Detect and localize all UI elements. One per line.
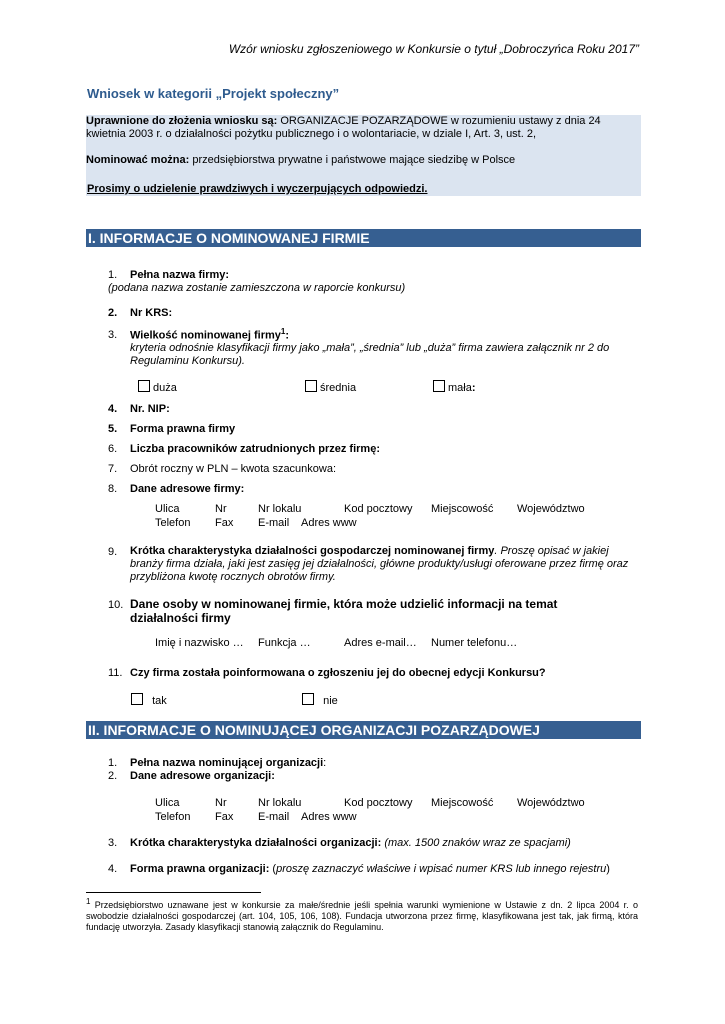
item-number: 10. xyxy=(108,599,124,611)
business-description-note-3: przybliżona kwotę rocznych obrotów firmy. xyxy=(130,571,336,583)
krs-label: Nr KRS: xyxy=(130,307,173,319)
nip-label: Nr. NIP: xyxy=(130,403,170,415)
item-number: 3. xyxy=(108,837,118,849)
contact-fax: Fax xyxy=(215,517,234,529)
section-1-heading: I. INFORMACJE O NOMINOWANEJ FIRMIE xyxy=(86,229,641,247)
business-description-note-2: branży firma działa, jaki jest zasięg jej działalności, główne produkty/usługi oferowane przez firmę oraz xyxy=(130,558,629,570)
business-description-label: Krótka charakterystyka działalności gospodarczej nominowanej firmy xyxy=(130,545,495,557)
turnover-label: Obrót roczny w PLN – kwota szacunkowa: xyxy=(130,463,337,475)
addr-unit: Nr lokalu xyxy=(258,797,302,809)
contact-phone: Telefon xyxy=(155,517,191,529)
eligibility-box xyxy=(86,115,641,142)
checkbox[interactable] xyxy=(433,380,445,392)
checkbox[interactable] xyxy=(138,380,150,392)
company-name-label: Pełna nazwa firmy: xyxy=(130,269,230,281)
item-number: 4. xyxy=(108,863,118,875)
addr-postcode: Kod pocztowy xyxy=(344,503,413,515)
item-number: 7. xyxy=(108,463,118,475)
eligible-text-2: kwietnia 2003 r. o działalności pożytku publicznego i o wolontariacie, w dziale I, Art. 3, ust. 2, xyxy=(86,128,537,140)
addr-province: Województwo xyxy=(517,503,585,515)
checkbox[interactable] xyxy=(302,693,314,705)
org-legal-form-note: proszę zaznaczyć właściwe i wpisać numer KRS lub innego rejestru xyxy=(276,863,607,875)
item-number: 6. xyxy=(108,443,118,455)
company-size-text: Wielkość nominowanej firmy xyxy=(130,329,281,342)
contact-phone: Telefon xyxy=(155,811,191,823)
person-email: Adres e-mail… xyxy=(344,637,417,649)
company-size-label xyxy=(130,327,289,342)
category-title: Wniosek w kategorii „Projekt społeczny” xyxy=(87,86,340,101)
option-label: nie xyxy=(323,695,338,707)
contact-email: E-mail xyxy=(258,811,290,823)
option-label: średnia xyxy=(320,382,357,394)
org-description-label: Krótka charakterystyka działalności organizacji: xyxy=(130,837,382,849)
addr-postcode: Kod pocztowy xyxy=(344,797,413,809)
option-label: tak xyxy=(152,695,167,707)
person-function: Funkcja … xyxy=(258,637,311,649)
nominate-text: przedsiębiorstwa prywatne i państwowe mające siedzibę w Polsce xyxy=(189,154,516,166)
item-number: 11. xyxy=(108,667,123,679)
footnote-number: 1 xyxy=(86,897,91,906)
org-legal-form-label: Forma prawna organizacji: xyxy=(130,863,270,875)
addr-number: Nr xyxy=(215,503,227,515)
org-description-note: (max. 1500 znaków wraz ze spacjami) xyxy=(381,837,571,849)
footnote xyxy=(86,896,638,933)
employees-label: Liczba pracowników zatrudnionych przez firmę: xyxy=(130,443,380,455)
contact-www: Adres www xyxy=(301,811,357,823)
addr-province: Województwo xyxy=(517,797,585,809)
business-description-note: . Proszę opisać w jakiej xyxy=(494,545,609,557)
item-number: 8. xyxy=(108,483,118,495)
addr-city: Miejscowość xyxy=(431,503,494,515)
business-description xyxy=(130,545,609,557)
contact-person-label: Dane osoby w nominowanej firmie, która może udzielić informacji na temat xyxy=(130,597,558,611)
colon: : xyxy=(285,329,290,342)
addr-number: Nr xyxy=(215,797,227,809)
item-number: 9. xyxy=(108,546,118,558)
org-name-label: Pełna nazwa nominującej organizacji xyxy=(130,757,324,769)
addr-city: Miejscowość xyxy=(431,797,494,809)
contact-www: Adres www xyxy=(301,517,357,529)
legal-form-label: Forma prawna firmy xyxy=(130,423,236,435)
eligible-label: Uprawnione do złożenia wniosku są: xyxy=(86,115,278,127)
option-srednia[interactable] xyxy=(305,380,356,394)
option-label: mała xyxy=(448,382,472,394)
contact-email: E-mail xyxy=(258,517,290,529)
eligible-text: ORGANIZACJE POZARZĄDOWE w rozumieniu ustawy z dnia 24 xyxy=(277,115,601,127)
checkbox[interactable] xyxy=(131,693,143,705)
option-mala[interactable] xyxy=(433,380,476,394)
request-note: Prosimy o udzielenie prawdziwych i wyczerpujących odpowiedzi. xyxy=(87,183,428,195)
paren-open: ( xyxy=(269,863,277,875)
person-name: Imię i nazwisko … xyxy=(155,637,244,649)
document-header: Wzór wniosku zgłoszeniowego w Konkursie o tytuł „Dobroczyńca Roku 2017” xyxy=(228,42,639,56)
addr-street: Ulica xyxy=(155,503,180,515)
checkbox[interactable] xyxy=(305,380,317,392)
option-duza[interactable] xyxy=(138,380,177,394)
company-name-note: (podana nazwa zostanie zamieszczona w raporcie konkursu) xyxy=(108,282,406,294)
footnote-ref: 1 xyxy=(280,327,286,336)
addr-street: Ulica xyxy=(155,797,180,809)
item-number: 5. xyxy=(108,423,118,435)
company-size-note-2: Regulaminu Konkursu). xyxy=(130,355,245,367)
item-number: 1. xyxy=(108,757,118,769)
footnote-separator xyxy=(86,892,261,893)
org-description xyxy=(130,837,571,849)
paren-close: ) xyxy=(606,863,610,875)
item-number: 3. xyxy=(108,329,118,341)
address-label: Dane adresowe firmy: xyxy=(130,483,245,495)
contact-fax: Fax xyxy=(215,811,234,823)
item-number: 2. xyxy=(108,307,118,319)
org-address-label: Dane adresowe organizacji: xyxy=(130,770,275,782)
informed-question: Czy firma została poinformowana o zgłoszeniu jej do obecnej edycji Konkursu? xyxy=(130,667,546,679)
item-number: 4. xyxy=(108,403,118,415)
item-number: 1. xyxy=(108,269,118,281)
colon: : xyxy=(471,382,476,394)
contact-person-label-2: działalności firmy xyxy=(130,611,231,625)
section-2-heading: II. INFORMACJE O NOMINUJĄCEJ ORGANIZACJI POZARZĄDOWEJ xyxy=(86,721,641,739)
option-nie[interactable] xyxy=(302,693,338,707)
person-phone: Numer telefonu… xyxy=(431,637,518,649)
addr-unit: Nr lokalu xyxy=(258,503,302,515)
nominate-label: Nominować można: xyxy=(86,154,190,166)
org-legal-form xyxy=(130,863,610,875)
option-label: duża xyxy=(153,382,177,394)
org-name xyxy=(130,757,326,769)
option-tak[interactable] xyxy=(131,693,167,707)
colon: : xyxy=(323,757,327,769)
company-size-note: kryteria odnośnie klasyfikacji firmy jako „mała”, „średnia” lub „duża” firma zawiera załącznik nr 2 do xyxy=(130,342,610,354)
item-number: 2. xyxy=(108,770,118,782)
footnote-text: Przedsiębiorstwo uznawane jest w konkursie za małe/średnie jeśli spełnia warunki wymienione w Ustawie z dn. 2 lipca 2004 r. o swobodzie działalności gospodarczej (art. 104, 105, 106, 108). Fundacja utworzona przez firmę, klasyfikowana jest tak, jak firmą, która fundację utworzyła. Zasady klasyfikacji stanowią załącznik do Regulaminu. xyxy=(86,900,638,932)
